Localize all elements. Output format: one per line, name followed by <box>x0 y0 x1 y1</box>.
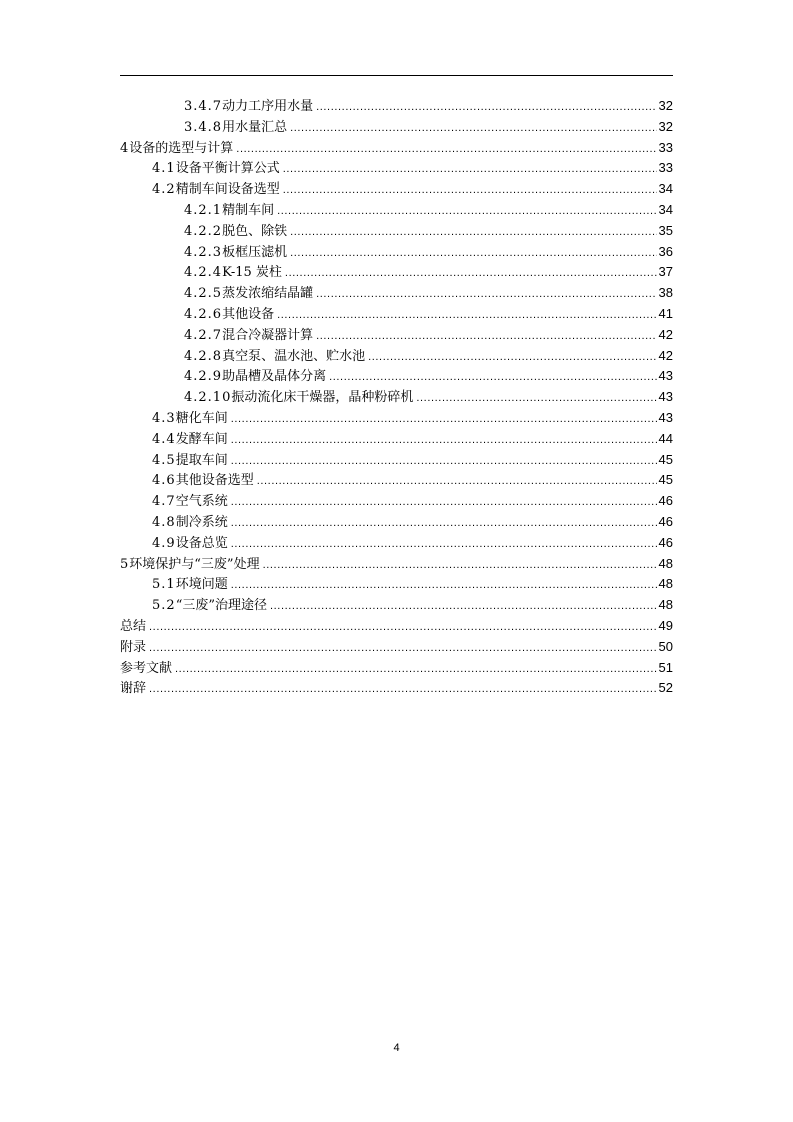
toc-dot-leader <box>236 139 656 160</box>
toc-entry-page: 43 <box>658 409 673 425</box>
toc-entry-page: 32 <box>658 98 673 113</box>
toc-dot-leader <box>290 118 656 139</box>
toc-entry-number: 4.8 <box>152 514 176 530</box>
toc-dot-leader <box>290 222 656 243</box>
toc-entry-title: “三废”治理途径 <box>175 598 267 614</box>
toc-entry-page: 45 <box>658 472 673 488</box>
toc-entry[interactable] <box>120 574 673 595</box>
toc-entry-title: 助晶槽及晶体分离 <box>222 369 327 385</box>
toc-entry-number: 4.2.3 <box>184 244 223 260</box>
toc-entry-title: 精制车间设备选型 <box>175 182 280 198</box>
toc-entry[interactable] <box>120 179 673 200</box>
toc-entry-number: 4.4 <box>152 431 176 447</box>
toc-entry-number: 5.2 <box>152 598 176 614</box>
toc-entry[interactable] <box>120 470 673 491</box>
toc-entry-title: 附录 <box>120 639 147 655</box>
toc-entry-number: 4.2.4 <box>184 265 223 281</box>
toc-entry-number: 4.2.9 <box>184 369 223 385</box>
toc-dot-leader <box>231 575 657 596</box>
toc-entry[interactable] <box>120 408 673 429</box>
toc-entry-page: 43 <box>658 368 673 384</box>
toc-entry-title: 制冷系统 <box>175 514 228 530</box>
toc-entry-title: 真空泵、温水池、贮水池 <box>222 348 366 364</box>
toc-entry[interactable] <box>120 637 673 658</box>
toc-entry-title: 其他设备 <box>222 306 275 322</box>
toc-dot-leader <box>368 347 656 368</box>
toc-entry[interactable] <box>120 554 673 575</box>
toc-entry-title: 用水量汇总 <box>222 119 288 135</box>
toc-dot-leader <box>149 638 657 659</box>
toc-entry[interactable] <box>120 242 673 263</box>
toc-dot-leader <box>316 326 656 347</box>
toc-entry-page: 38 <box>658 285 673 301</box>
toc-entry[interactable] <box>120 450 673 471</box>
toc-dot-leader <box>231 534 657 555</box>
toc-entry-page: 46 <box>658 513 673 529</box>
toc-entry-title: 脱色、除铁 <box>222 223 288 239</box>
toc-entry-title: 振动流化床干燥器，晶种粉碎机 <box>231 390 414 406</box>
toc-entry-title: 设备的选型与计算 <box>129 140 234 156</box>
toc-dot-leader <box>283 159 657 180</box>
toc-entry-number: 4.7 <box>152 494 176 510</box>
header-rule <box>120 75 673 76</box>
toc-entry-number: 5.1 <box>152 577 176 593</box>
toc-entry-title: 参考文献 <box>120 660 173 676</box>
toc-entry[interactable] <box>120 158 673 179</box>
toc-dot-leader <box>231 513 657 534</box>
toc-entry-title: K-15 炭柱 <box>222 265 282 281</box>
table-of-contents <box>120 96 673 699</box>
toc-entry-title: 糖化车间 <box>175 410 228 426</box>
toc-entry-page: 46 <box>658 493 673 509</box>
toc-entry-page: 48 <box>658 576 673 592</box>
toc-entry-page: 48 <box>658 555 673 571</box>
toc-entry[interactable] <box>120 595 673 616</box>
toc-entry[interactable] <box>120 346 673 367</box>
toc-entry[interactable] <box>120 221 673 242</box>
toc-dot-leader <box>416 388 656 409</box>
toc-entry-page: 48 <box>658 597 673 613</box>
toc-entry-title: 混合冷凝器计算 <box>222 327 314 343</box>
toc-entry-page: 34 <box>658 201 673 217</box>
toc-entry-title: 板框压滤机 <box>222 244 288 260</box>
toc-dot-leader <box>263 555 657 576</box>
toc-entry[interactable] <box>120 658 673 679</box>
toc-entry[interactable] <box>120 512 673 533</box>
toc-entry[interactable] <box>120 200 673 221</box>
toc-entry[interactable] <box>120 117 673 138</box>
toc-dot-leader <box>316 284 656 305</box>
toc-entry-page: 41 <box>658 305 673 321</box>
toc-entry-page: 46 <box>658 534 673 550</box>
toc-entry[interactable] <box>120 96 673 117</box>
toc-entry[interactable] <box>120 491 673 512</box>
toc-entry-title: 提取车间 <box>175 452 228 468</box>
toc-entry-page: 49 <box>658 617 673 633</box>
toc-entry-page: 33 <box>658 160 673 176</box>
toc-entry-page: 36 <box>658 243 673 259</box>
toc-entry-title: 设备平衡计算公式 <box>175 161 280 177</box>
toc-entry[interactable] <box>120 678 673 699</box>
toc-entry[interactable] <box>120 138 673 159</box>
page-number: 4 <box>393 1042 400 1054</box>
toc-entry-page: 42 <box>658 326 673 342</box>
toc-dot-leader <box>149 617 657 638</box>
toc-entry[interactable] <box>120 325 673 346</box>
toc-entry-number: 5 <box>120 556 130 572</box>
toc-entry-title: 总结 <box>120 618 147 634</box>
toc-dot-leader <box>231 430 657 451</box>
toc-dot-leader <box>283 180 657 201</box>
toc-entry-number: 4.1 <box>152 161 176 177</box>
toc-dot-leader <box>231 492 657 513</box>
toc-entry-number: 3.4.8 <box>184 119 223 135</box>
toc-dot-leader <box>329 367 656 388</box>
toc-entry-number: 4 <box>120 140 130 156</box>
toc-entry-page: 52 <box>658 680 673 696</box>
toc-dot-leader <box>270 596 657 617</box>
toc-dot-leader <box>231 409 657 430</box>
toc-dot-leader <box>175 659 657 680</box>
toc-entry[interactable] <box>120 304 673 325</box>
toc-entry-title: 谢辞 <box>120 681 147 697</box>
toc-entry-page: 35 <box>658 222 673 238</box>
toc-entry-page: 50 <box>658 638 673 654</box>
toc-entry-title: 动力工序用水量 <box>222 99 314 114</box>
toc-entry[interactable] <box>120 262 673 283</box>
toc-entry[interactable] <box>120 387 673 408</box>
toc-entry-title: 环境保护与“三废”处理 <box>129 556 260 572</box>
toc-entry[interactable] <box>120 533 673 554</box>
toc-dot-leader <box>231 451 657 472</box>
toc-entry-page: 43 <box>658 389 673 405</box>
toc-entry-title: 精制车间 <box>222 202 275 218</box>
toc-dot-leader <box>285 263 657 284</box>
toc-entry[interactable] <box>120 366 673 387</box>
toc-dot-leader <box>290 243 656 264</box>
toc-entry-number: 4.2.7 <box>184 327 223 343</box>
toc-dot-leader <box>277 201 656 222</box>
toc-entry-title: 其他设备选型 <box>175 473 254 489</box>
toc-entry-page: 34 <box>658 181 673 197</box>
toc-entry-number: 4.2.2 <box>184 223 223 239</box>
toc-entry-page: 51 <box>658 659 673 675</box>
toc-entry-page: 37 <box>658 264 673 280</box>
toc-dot-leader <box>257 471 657 492</box>
toc-entry-number: 4.2.10 <box>184 390 232 406</box>
toc-entry-number: 4.2.5 <box>184 286 223 302</box>
toc-entry-number: 4.2.1 <box>184 202 223 218</box>
toc-entry-number: 4.2.6 <box>184 306 223 322</box>
toc-entry-number: 4.2.8 <box>184 348 223 364</box>
toc-entry-number: 4.5 <box>152 452 176 468</box>
toc-entry-title: 环境问题 <box>175 577 228 593</box>
toc-entry-title: 蒸发浓缩结晶罐 <box>222 286 314 302</box>
toc-entry-title: 发酵车间 <box>175 431 228 447</box>
toc-dot-leader <box>149 679 657 700</box>
toc-entry[interactable] <box>120 616 673 637</box>
toc-entry-page: 45 <box>658 451 673 467</box>
toc-entry-number: 4.6 <box>152 473 176 489</box>
toc-entry-page: 32 <box>658 118 673 134</box>
toc-entry-number: 4.9 <box>152 535 176 551</box>
toc-entry-page: 33 <box>658 139 673 155</box>
toc-entry-number: 3.4.7 <box>184 99 223 114</box>
toc-dot-leader <box>316 97 656 118</box>
toc-entry-number: 4.3 <box>152 410 176 426</box>
toc-entry-page: 44 <box>658 430 673 446</box>
toc-entry-page: 42 <box>658 347 673 363</box>
toc-entry-title: 空气系统 <box>175 494 228 510</box>
toc-dot-leader <box>277 305 656 326</box>
toc-entry-title: 设备总览 <box>175 535 228 551</box>
toc-entry[interactable] <box>120 429 673 450</box>
toc-entry-number: 4.2 <box>152 182 176 198</box>
toc-entry[interactable] <box>120 283 673 304</box>
